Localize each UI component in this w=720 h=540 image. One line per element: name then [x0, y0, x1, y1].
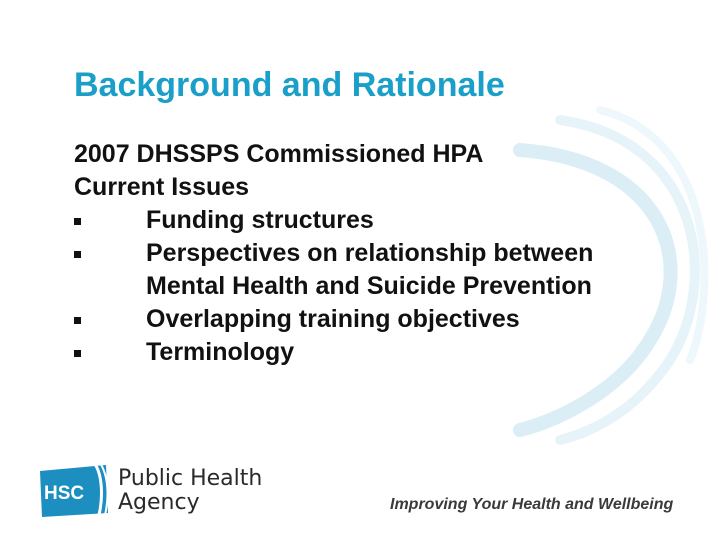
- bullet-text: [146, 237, 593, 303]
- bullet-square-icon: [74, 251, 81, 258]
- bullet-item-perspectives: [74, 237, 594, 303]
- bullet-text: Terminology: [146, 338, 295, 366]
- bullet-item-training: [74, 303, 520, 336]
- bullet-item-funding: [74, 204, 483, 237]
- slide-title: Background and Rationale: [74, 66, 505, 104]
- hsc-public-health-agency-logo: [36, 463, 262, 519]
- bullet-text: Overlapping training objectives: [146, 305, 520, 333]
- hsc-logo-icon: [36, 463, 112, 519]
- bullet-text: Funding structures: [146, 206, 374, 234]
- logo-line-agency: Agency: [118, 490, 200, 515]
- bullet-item-terminology: [74, 336, 483, 369]
- bullet-text-line-1: Perspectives on relationship between: [146, 239, 594, 267]
- bullet-text-line-2: Mental Health and Suicide Prevention: [146, 272, 592, 300]
- hsc-logo-text: HSC: [44, 483, 85, 504]
- body-line-current-issues: Current Issues: [74, 173, 250, 201]
- bullet-square-icon: [74, 350, 81, 357]
- logo-wordmark: [118, 467, 262, 515]
- bullet-square-icon: [74, 317, 81, 324]
- logo-line-public-health: Public Health: [118, 466, 263, 491]
- footer-tagline: Improving Your Health and Wellbeing: [390, 496, 674, 513]
- bullet-square-icon: [74, 218, 81, 225]
- body-line-commission: 2007 DHSSPS Commissioned HPA: [74, 140, 484, 168]
- slide-body: [74, 138, 594, 369]
